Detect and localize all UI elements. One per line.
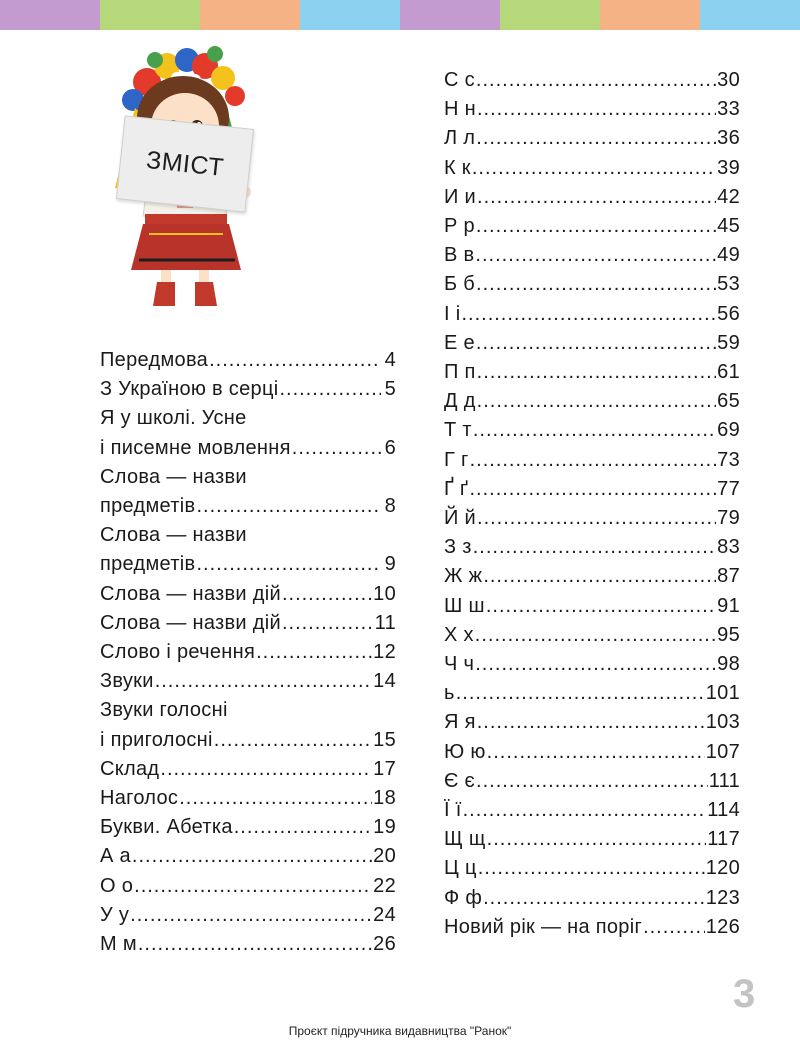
toc-entry-page: 123 bbox=[705, 886, 740, 909]
toc-entry[interactable] bbox=[444, 884, 740, 913]
dot-leader bbox=[477, 387, 716, 416]
toc-entry-page: 18 bbox=[373, 787, 396, 810]
toc-entry[interactable] bbox=[444, 300, 740, 329]
toc-entry[interactable] bbox=[444, 533, 740, 562]
toc-entry-title: Н н bbox=[444, 98, 476, 121]
toc-entry[interactable] bbox=[100, 638, 396, 667]
toc-entry[interactable] bbox=[100, 784, 396, 813]
toc-entry[interactable] bbox=[444, 825, 740, 854]
toc-entry-title: і писемне мовлення bbox=[100, 436, 291, 459]
dot-leader bbox=[487, 738, 705, 767]
toc-entry-title: Передмова bbox=[100, 349, 209, 371]
toc-entry[interactable] bbox=[444, 913, 740, 942]
stripe-segment bbox=[100, 0, 200, 30]
toc-entry-title: Звуки bbox=[100, 670, 154, 693]
toc-entry-page: 39 bbox=[717, 156, 740, 179]
toc-entry[interactable] bbox=[444, 95, 740, 124]
toc-entry-page: 98 bbox=[717, 653, 740, 676]
toc-entry-title: і приголосні bbox=[100, 728, 213, 751]
dot-leader bbox=[282, 580, 372, 609]
toc-entry-title: М м bbox=[100, 933, 137, 956]
dot-leader bbox=[282, 609, 374, 638]
dot-leader bbox=[473, 416, 716, 445]
toc-entry-title: Ч ч bbox=[444, 653, 475, 676]
toc-entry-page: 83 bbox=[717, 536, 740, 559]
dot-leader bbox=[477, 95, 716, 124]
dot-leader bbox=[138, 930, 372, 959]
toc-entry[interactable] bbox=[100, 609, 396, 638]
toc-entry-page: 107 bbox=[705, 740, 740, 763]
toc-entry-page: 15 bbox=[373, 728, 396, 751]
toc-entry[interactable] bbox=[444, 329, 740, 358]
toc-entry[interactable] bbox=[444, 738, 740, 767]
toc-entry-title: В в bbox=[444, 244, 475, 267]
dot-leader bbox=[472, 154, 716, 183]
dot-leader bbox=[473, 533, 716, 562]
toc-entry-title: О о bbox=[100, 874, 134, 897]
toc-entry-page: 14 bbox=[373, 670, 396, 693]
toc-entry-title: Д д bbox=[444, 390, 476, 413]
toc-entry-title: Х х bbox=[444, 623, 474, 646]
toc-entry-line2 bbox=[100, 434, 396, 463]
color-stripe bbox=[0, 0, 800, 30]
toc-entry-title: Ж ж bbox=[444, 565, 483, 588]
toc-entry-page: 11 bbox=[374, 611, 396, 634]
toc-entry-title: И и bbox=[444, 185, 477, 208]
toc-entry-title-line1: Я у школі. Усне bbox=[100, 407, 247, 430]
footer-note: Проєкт підручника видавництва "Ранок" bbox=[288, 1024, 512, 1038]
toc-entry[interactable] bbox=[100, 375, 396, 404]
dot-leader bbox=[132, 842, 372, 871]
dot-leader bbox=[209, 346, 381, 375]
toc-entry[interactable] bbox=[444, 708, 740, 737]
toc-entry-title: Букви. Абетка bbox=[100, 816, 233, 839]
toc-entry-title: К к bbox=[444, 156, 471, 179]
dot-leader bbox=[214, 726, 372, 755]
toc-entry-page: 36 bbox=[717, 127, 740, 150]
toc-entry[interactable] bbox=[444, 650, 740, 679]
toc-entry[interactable] bbox=[100, 872, 396, 901]
dot-leader bbox=[196, 550, 381, 579]
dot-leader bbox=[155, 667, 372, 696]
toc-entry[interactable] bbox=[444, 475, 740, 504]
toc-entry-title: Слова — назви дій bbox=[100, 582, 281, 605]
toc-entry-title: Б б bbox=[444, 273, 476, 296]
dot-leader bbox=[470, 446, 717, 475]
dot-leader bbox=[487, 825, 707, 854]
toc-entry-page: 114 bbox=[707, 799, 740, 822]
dot-leader bbox=[160, 755, 372, 784]
toc-entry-title: Р р bbox=[444, 215, 475, 238]
toc-entry-page: 6 bbox=[384, 436, 396, 459]
toc-entry-line2 bbox=[100, 550, 396, 579]
toc-entry[interactable] bbox=[444, 854, 740, 883]
toc-entry[interactable] bbox=[444, 270, 740, 299]
toc-entry-page: 117 bbox=[707, 828, 740, 851]
dot-leader bbox=[476, 124, 716, 153]
toc-entry[interactable] bbox=[444, 621, 740, 650]
toc-entry-title: Ц ц bbox=[444, 857, 477, 880]
toc-entry-title: П п bbox=[444, 361, 476, 384]
toc-entry-page: 26 bbox=[373, 933, 396, 956]
toc-entry-page: 69 bbox=[717, 419, 740, 442]
dot-leader bbox=[475, 621, 716, 650]
stripe-segment bbox=[500, 0, 600, 30]
dot-leader bbox=[476, 66, 716, 95]
toc-entry-page: 91 bbox=[717, 594, 740, 617]
dot-leader bbox=[475, 241, 716, 270]
dot-leader bbox=[477, 504, 716, 533]
toc-entry-title: Ф ф bbox=[444, 886, 483, 909]
toc-entry-page: 95 bbox=[717, 623, 740, 646]
toc-entry-page: 65 bbox=[717, 390, 740, 413]
dot-leader bbox=[234, 813, 372, 842]
toc-entry[interactable] bbox=[100, 404, 396, 462]
toc-entry[interactable] bbox=[444, 183, 740, 212]
dot-leader bbox=[486, 592, 716, 621]
toc-entry-page: 45 bbox=[717, 215, 740, 238]
page-title: ЗМІСТ bbox=[144, 145, 226, 182]
toc-entry-page: 17 bbox=[373, 757, 396, 780]
dot-leader bbox=[477, 358, 716, 387]
toc-entry-page: 61 bbox=[717, 361, 740, 384]
toc-entry-title: Щ щ bbox=[444, 828, 486, 851]
toc-entry-page: 79 bbox=[717, 507, 740, 530]
dot-leader bbox=[134, 872, 372, 901]
toc-entry-page: 56 bbox=[717, 302, 740, 325]
stripe-segment bbox=[700, 0, 800, 30]
toc-entry[interactable] bbox=[100, 346, 396, 375]
toc-entry-page: 20 bbox=[373, 845, 396, 868]
dot-leader bbox=[476, 212, 716, 241]
toc-entry-title: Слово і речення bbox=[100, 641, 256, 664]
toc-entry-title: Склад bbox=[100, 757, 160, 780]
toc-entry-title: С с bbox=[444, 69, 475, 91]
toc-entry-page: 33 bbox=[717, 98, 740, 121]
toc-entry-page: 49 bbox=[717, 244, 740, 267]
toc-entry-title: Є є bbox=[444, 769, 476, 792]
dot-leader bbox=[483, 884, 705, 913]
toc-entry[interactable] bbox=[100, 930, 396, 959]
dot-leader bbox=[456, 679, 705, 708]
dot-leader bbox=[476, 270, 716, 299]
toc-entry-title: Й й bbox=[444, 507, 477, 530]
toc-entry[interactable] bbox=[100, 901, 396, 930]
stripe-segment bbox=[400, 0, 500, 30]
toc-entry[interactable] bbox=[444, 562, 740, 591]
toc-entry[interactable] bbox=[444, 358, 740, 387]
stripe-segment bbox=[200, 0, 300, 30]
toc-entry[interactable] bbox=[444, 241, 740, 270]
toc-entry-title: ь bbox=[444, 682, 455, 705]
toc-entry-line2 bbox=[100, 492, 396, 521]
dot-leader bbox=[476, 767, 708, 796]
toc-entry-title: Г г bbox=[444, 448, 469, 471]
toc-entry-title-line1: Звуки голосні bbox=[100, 699, 228, 722]
dot-leader bbox=[130, 901, 372, 930]
toc-entry-title: Слова — назви дій bbox=[100, 611, 281, 634]
contents-banner bbox=[116, 115, 254, 212]
toc-entry-page: 10 bbox=[373, 582, 396, 605]
toc-entry-title: Ґ ґ bbox=[444, 477, 469, 500]
toc-entry-page: 30 bbox=[717, 69, 740, 91]
toc-entry-title: предметів bbox=[100, 495, 196, 518]
toc-entry-page: 59 bbox=[717, 331, 740, 354]
toc-entry[interactable] bbox=[444, 212, 740, 241]
toc-entry[interactable] bbox=[444, 154, 740, 183]
toc-entry-title: І і bbox=[444, 302, 461, 325]
toc-entry-title: А а bbox=[100, 845, 131, 868]
toc-entry[interactable] bbox=[444, 446, 740, 475]
toc-entry-page: 87 bbox=[717, 565, 740, 588]
toc-entry-line2 bbox=[100, 726, 396, 755]
toc-entry[interactable] bbox=[100, 813, 396, 842]
dot-leader bbox=[477, 183, 716, 212]
dot-leader bbox=[478, 854, 705, 883]
dot-leader bbox=[196, 492, 381, 521]
toc-entry[interactable] bbox=[444, 592, 740, 621]
stripe-segment bbox=[600, 0, 700, 30]
toc-entry-title: З з bbox=[444, 536, 472, 559]
toc-entry[interactable] bbox=[100, 463, 396, 521]
toc-entry-title: Ю ю bbox=[444, 740, 486, 763]
stripe-segment bbox=[0, 0, 100, 30]
toc-entry-page: 4 bbox=[384, 349, 396, 371]
toc-entry-title: Ш ш bbox=[444, 594, 485, 617]
toc-entry-page: 126 bbox=[705, 915, 740, 938]
dot-leader bbox=[643, 913, 705, 942]
toc-entry-title: З Україною в серці bbox=[100, 378, 279, 401]
toc-entry-page: 42 bbox=[717, 185, 740, 208]
toc-entry[interactable] bbox=[100, 696, 396, 754]
toc-entry[interactable] bbox=[444, 387, 740, 416]
toc-entry[interactable] bbox=[444, 796, 740, 825]
toc-entry-title: Ї ї bbox=[444, 799, 462, 822]
dot-leader bbox=[279, 375, 381, 404]
dot-leader bbox=[292, 434, 381, 463]
toc-entry-page: 19 bbox=[373, 816, 396, 839]
toc-entry-title-line1: Слова — назви bbox=[100, 524, 247, 547]
dot-leader bbox=[463, 796, 707, 825]
stripe-segment bbox=[300, 0, 400, 30]
toc-entry-page: 22 bbox=[373, 874, 396, 897]
toc-right-column bbox=[444, 66, 740, 942]
toc-entry-page: 9 bbox=[384, 553, 396, 576]
toc-entry[interactable] bbox=[100, 755, 396, 784]
toc-entry[interactable] bbox=[444, 66, 740, 95]
toc-entry[interactable] bbox=[444, 679, 740, 708]
toc-entry[interactable] bbox=[444, 767, 740, 796]
toc-entry-page: 77 bbox=[717, 477, 740, 500]
dot-leader bbox=[179, 784, 372, 813]
toc-entry[interactable] bbox=[444, 416, 740, 445]
toc-entry-page: 8 bbox=[384, 495, 396, 518]
toc-entry[interactable] bbox=[444, 124, 740, 153]
dot-leader bbox=[475, 650, 716, 679]
toc-entry[interactable] bbox=[100, 842, 396, 871]
toc-entry-title: Т т bbox=[444, 419, 472, 442]
toc-entry[interactable] bbox=[100, 521, 396, 579]
dot-leader bbox=[476, 329, 716, 358]
toc-entry-page: 24 bbox=[373, 903, 396, 926]
toc-entry-page: 103 bbox=[705, 711, 740, 734]
toc-entry-page: 12 bbox=[373, 641, 396, 664]
toc-entry-title: Новий рік — на поріг bbox=[444, 915, 643, 938]
toc-entry[interactable] bbox=[100, 667, 396, 696]
toc-entry-page: 111 bbox=[708, 769, 740, 792]
page-number: 3 bbox=[733, 972, 756, 1016]
toc-entry-title-line1: Слова — назви bbox=[100, 465, 247, 488]
toc-entry-page: 5 bbox=[384, 378, 396, 401]
toc-entry-title: Е е bbox=[444, 331, 475, 354]
dot-leader bbox=[483, 562, 716, 591]
toc-entry[interactable] bbox=[444, 504, 740, 533]
toc-entry-page: 101 bbox=[705, 682, 740, 705]
toc-entry-title: Я я bbox=[444, 711, 476, 734]
dot-leader bbox=[461, 300, 716, 329]
dot-leader bbox=[469, 475, 716, 504]
toc-entry-page: 120 bbox=[705, 857, 740, 880]
toc-left-column bbox=[100, 346, 396, 959]
toc-entry-title: У у bbox=[100, 903, 130, 926]
toc-entry-title: предметів bbox=[100, 553, 196, 576]
toc-entry[interactable] bbox=[100, 580, 396, 609]
toc-entry-title: Л л bbox=[444, 127, 476, 150]
toc-entry-page: 73 bbox=[717, 448, 740, 471]
toc-entry-page: 53 bbox=[717, 273, 740, 296]
dot-leader bbox=[256, 638, 372, 667]
dot-leader bbox=[477, 708, 705, 737]
toc-entry-title: Наголос bbox=[100, 787, 179, 810]
